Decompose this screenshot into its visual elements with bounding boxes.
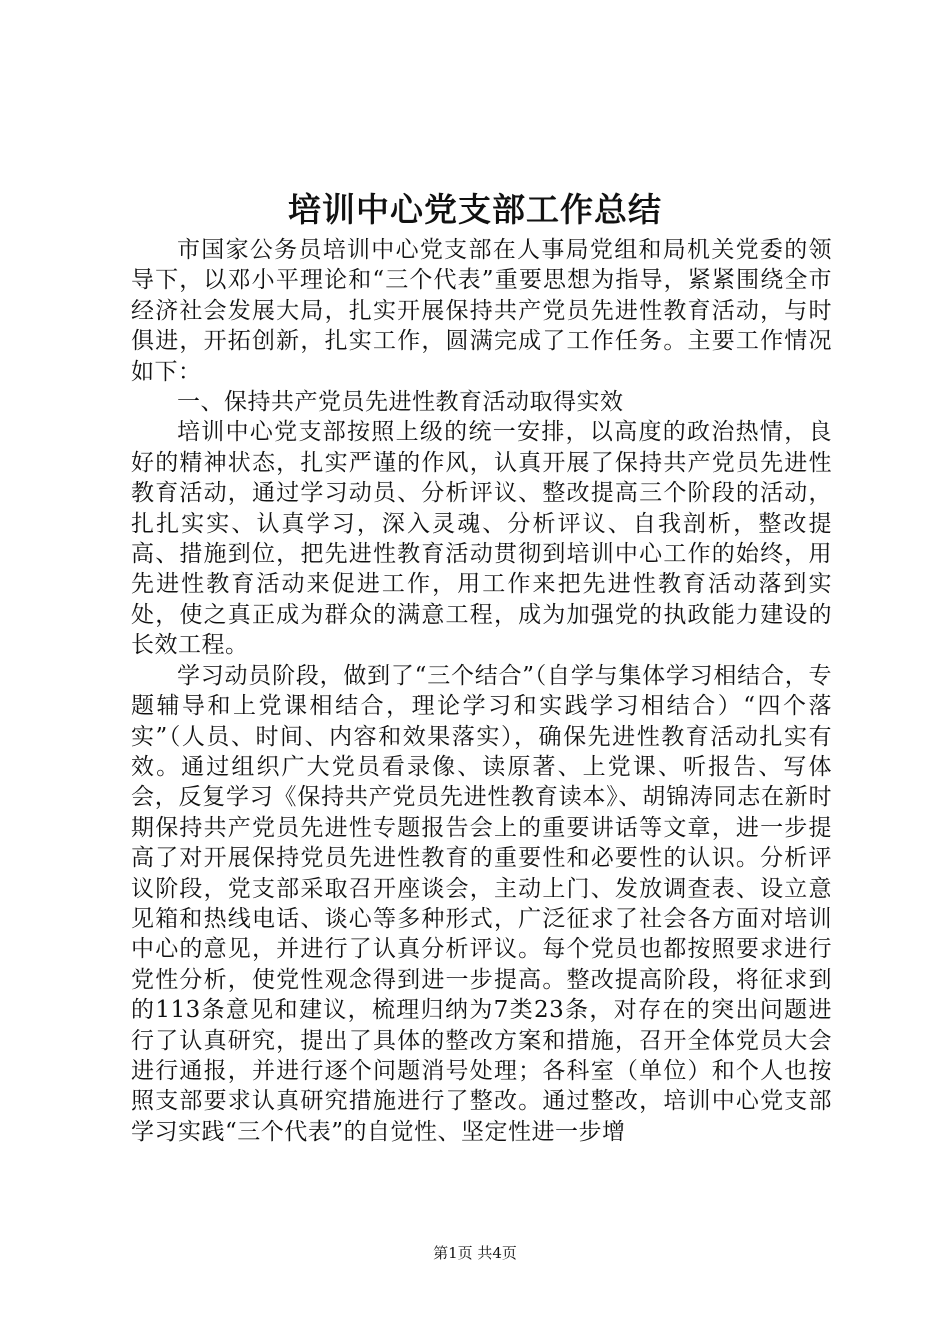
- page-number-footer: 第1页 共4页: [433, 1244, 517, 1262]
- document-title: 培训中心党支部工作总结: [288, 190, 662, 229]
- body-paragraph-3: 学习动员阶段，做到了“三个结合”（自学与集体学习相结合，专题辅导和上党课相结合，理论学习和实践学习相结合）“四个落实”（人员、时间、内容和效果落实），确保先进性教育活动扎实有效。通过组织广大党员看录像、读原著、上党课、听报告、写体会，反复学习《保持共产党员先进性教育读本》、胡锦涛同志在新时期保持共产党员先进性专题报告会上的重要讲话等文章，进一步提高了对开展保持党员先进性教育的重要性和必要性的认识。分析评议阶段，党支部采取召开座谈会，主动上门、发放调查表、设立意见箱和热线电话、谈心等多种形式，广泛征求了社会各方面对培训中心的意见，并进行了认真分析评议。每个党员也都按照要求进行党性分析，使党性观念得到进一步提高。整改提高阶段，将征求到的113条意见和建议，梳理归纳为7类23条，对存在的突出问题进行了认真研究，提出了具体的整改方案和措施，召开全体党员大会进行通报，并进行逐个问题消号处理；各科室（单位）和个人也按照支部要求认真研究措施进行了整改。通过整改，培训中心党支部学习实践“三个代表”的自觉性、坚定性进一步增: [131, 662, 832, 1145]
- body-paragraph-intro: 市国家公务员培训中心党支部在人事局党组和局机关党委的领导下，以邓小平理论和“三个代表”重要思想为指导，紧紧围绕全市经济社会发展大局，扎实开展保持共产党员先进性教育活动，与时俱进，开拓创新，扎实工作，圆满完成了工作任务。主要工作情况如下：: [131, 237, 832, 385]
- body-paragraph-2: 培训中心党支部按照上级的统一安排，以高度的政治热情，良好的精神状态，扎实严谨的作风，认真开展了保持共产党员先进性教育活动，通过学习动员、分析评议、整改提高三个阶段的活动，扎扎实实、认真学习，深入灵魂、分析评议、自我剖析，整改提高、措施到位，把先进性教育活动贯彻到培训中心工作的始终，用先进性教育活动来促进工作，用工作来把先进性教育活动落到实处，使之真正成为群众的满意工程，成为加强党的执政能力建设的长效工程。: [131, 419, 832, 659]
- section-heading-1: 一、保持共产党员先进性教育活动取得实效: [177, 389, 624, 416]
- document-body: [131, 235, 832, 1147]
